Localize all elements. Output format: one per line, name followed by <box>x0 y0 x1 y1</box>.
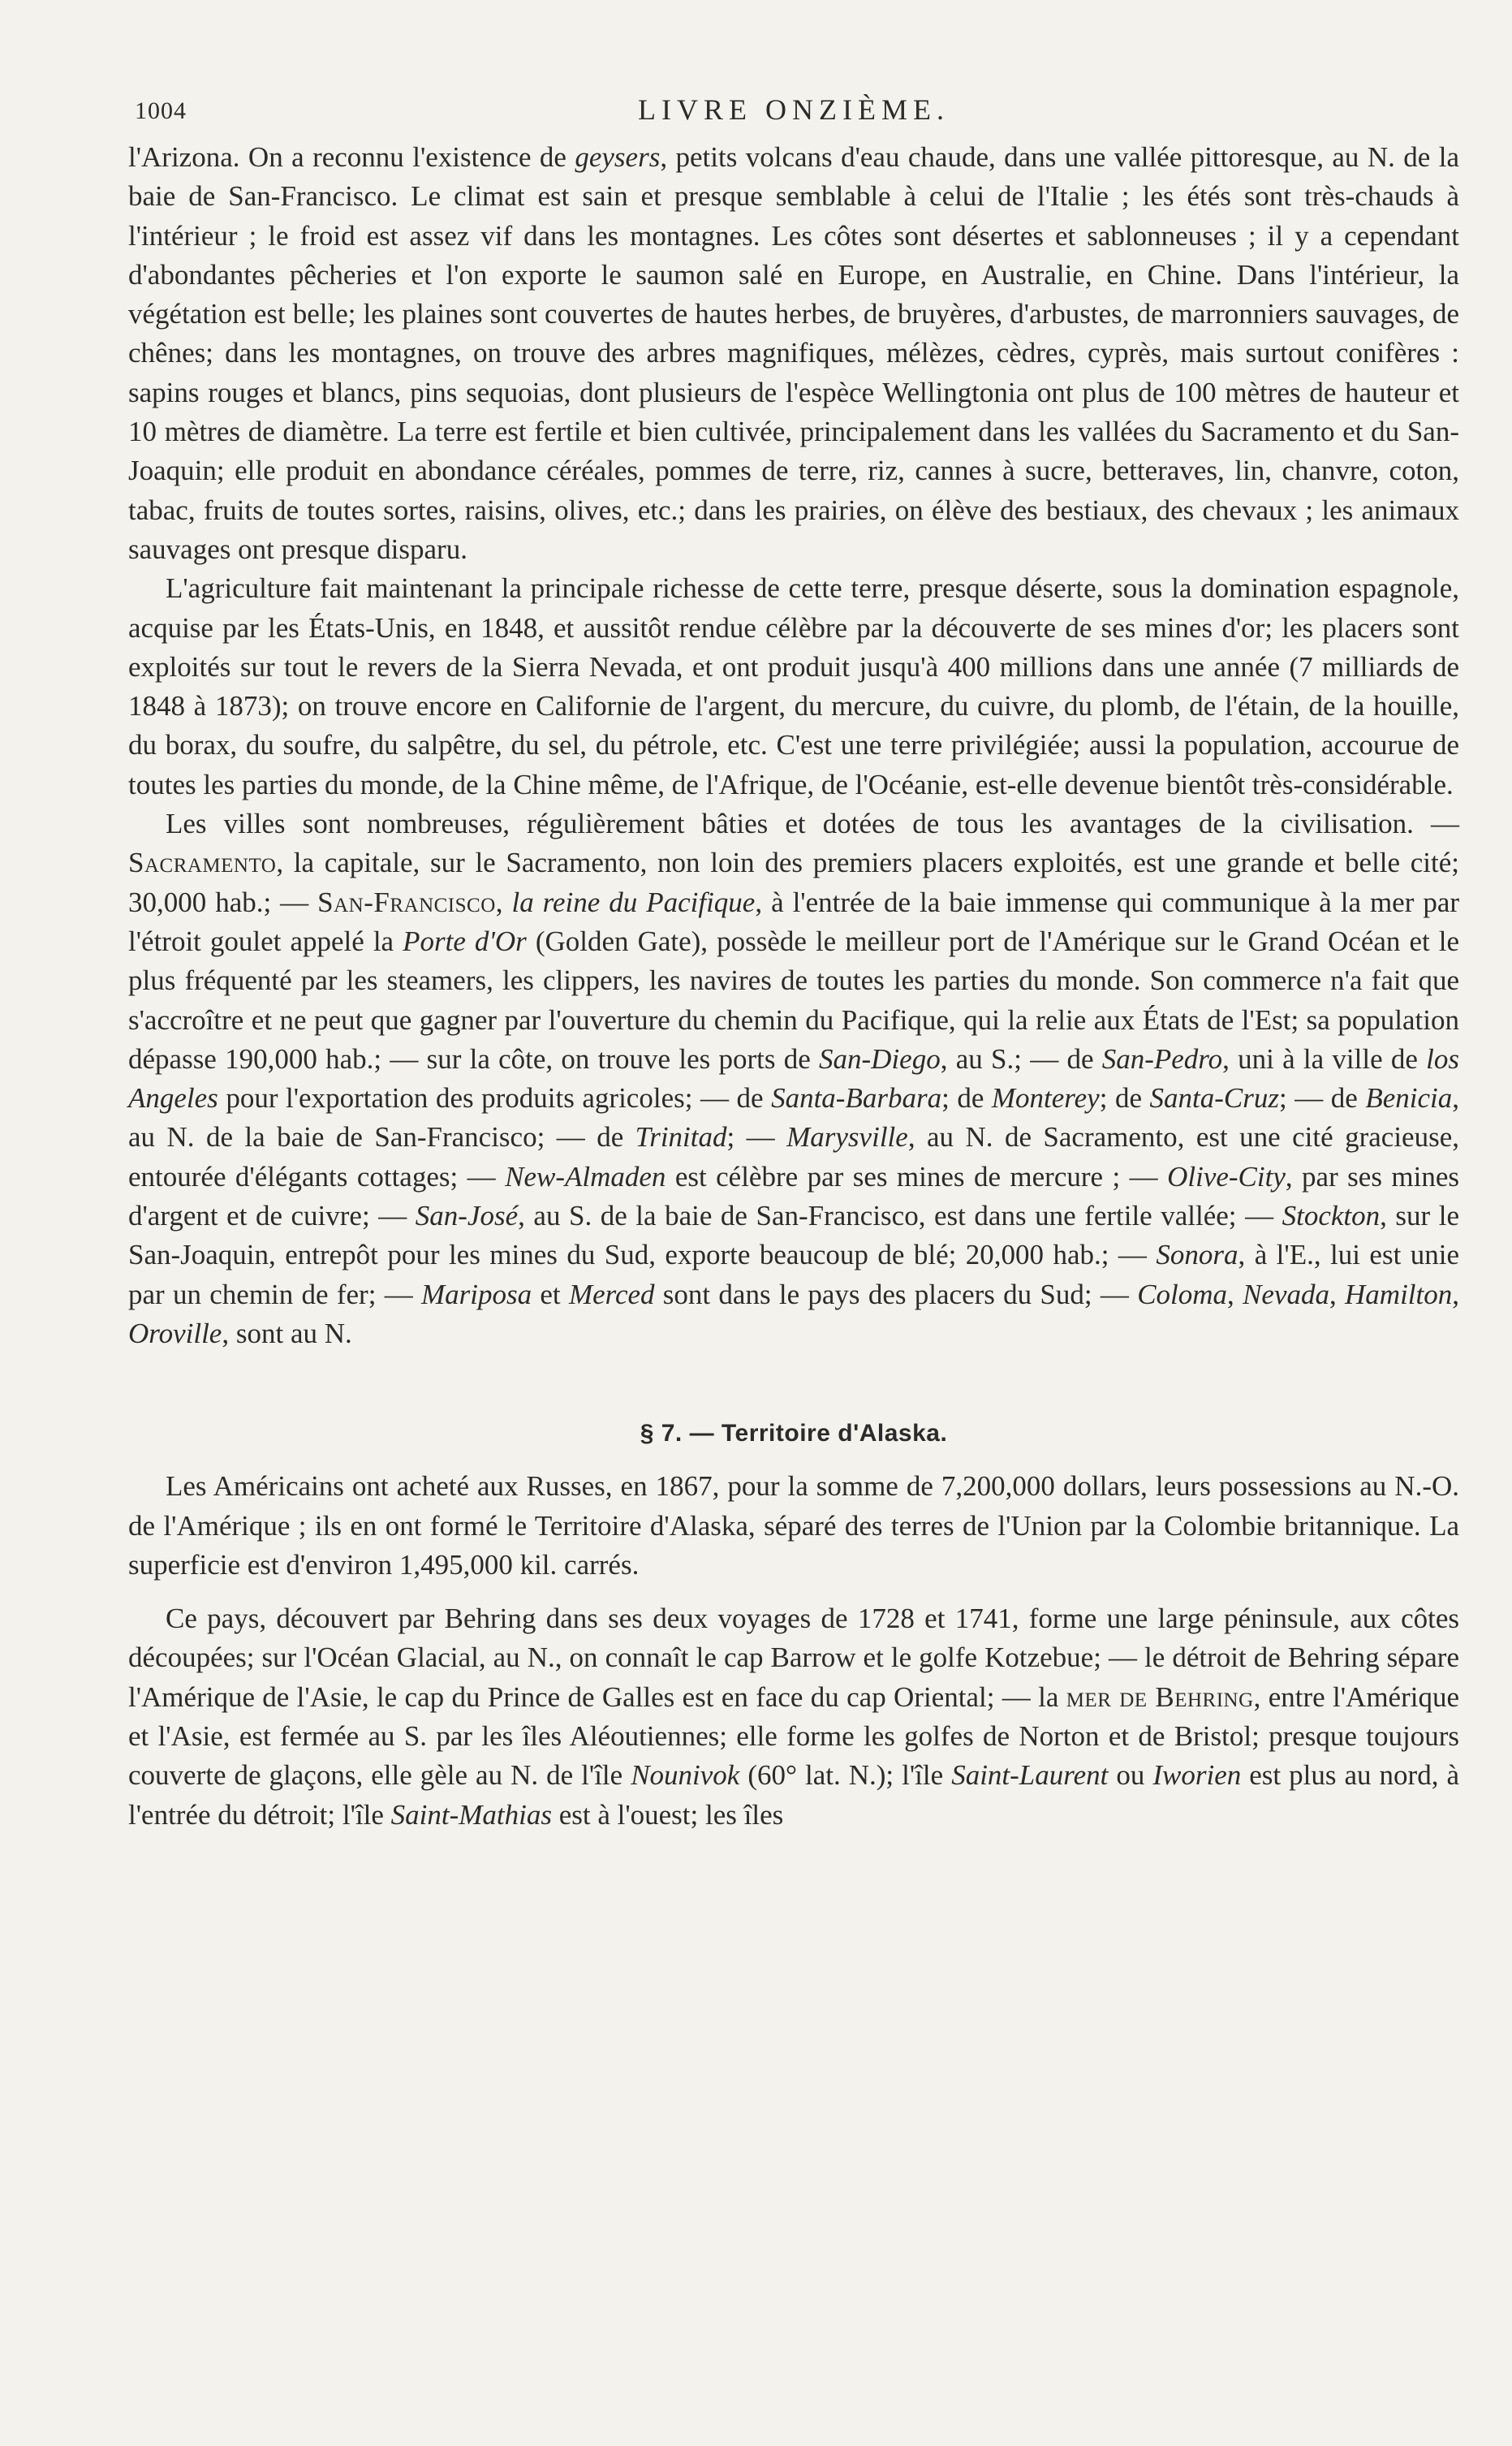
text-run: l'Arizona. On a reconnu l'existence de <box>128 141 575 173</box>
california-text <box>128 138 1459 1353</box>
city-name-smallcaps: Sacramento <box>128 847 277 879</box>
italic-place: New-Almaden <box>505 1160 666 1193</box>
paragraph-climate <box>128 138 1459 569</box>
text-run: , petits volcans d'eau chaude, dans une vallée pittoresque, au N. de la baie de San-Francisco. Le climat est sain et presque semblable à celui de l'Italie ; les étés sont très-chauds à l'intérieur ; le froid est assez vif dans les montagnes. Les côtes sont désertes et sablonneuses ; il y a cependant d'abondantes pêcheries et l'on exporte le saumon salé en Europe, en Australie, en Chine. Dans l'intérieur, la végétation est belle; les plaines sont couvertes de hautes herbes, de bruyères, d'arbustes, de marronniers sauvages, de chênes; dans les montagnes, on trouve des arbres magnifiques, mélèzes, cèdres, cyprès, mais surtout conifères : sapins rouges et blancs, pins sequoias, dont plusieurs de l'espèce Wellingtonia ont plus de 100 mètres de hauteur et 10 mètres de diamètre. La terre est fertile et bien cultivée, principalement dans les vallées du Sacramento et du San-Joaquin; elle produit en abondance céréales, pommes de terre, riz, cannes à sucre, betteraves, lin, chanvre, coton, tabac, fruits de toutes sortes, raisins, olives, etc.; dans les prairies, on élève des bestiaux, des chevaux ; les animaux sauvages ont presque disparu. <box>128 141 1459 565</box>
italic-place: Nevada <box>1243 1278 1329 1310</box>
italic-place: Iworien <box>1152 1759 1242 1792</box>
sea-name-smallcaps: mer de Behring <box>1066 1680 1254 1713</box>
italic-place: Benicia <box>1365 1082 1453 1115</box>
italic-term: la reine du Pacifique <box>511 886 756 918</box>
italic-place: Marysville <box>786 1121 908 1154</box>
italic-place: Trinitad <box>635 1121 727 1154</box>
paragraph-alaska-geography: Ce pays, découvert par Behring dans ses deux voyages de 1728 et 1741, forme une large péninsule, aux côtes découpées; sur l'Océan Glacial, au N., on connaît le cap Barrow et le golfe Kotzebue; — le détroit de Behring sépare l'Amérique de l'Asie, le cap du Prince de Galles est en face du cap Oriental; — la mer de Behring, entre l'Amérique et l'Asie, est fermée au S. par les îles Aléoutiennes; elle forme les golfes de Norton et de Bristol; presque toujours couverte de glaçons, elle gèle au N. de l'île Nounivok (60° lat. N.); l'île Saint-Laurent ou Iworien est plus au nord, à l'entrée du détroit; l'île Saint-Mathias est à l'ouest; les îles <box>128 1603 1460 1831</box>
italic-place: Santa-Cruz <box>1149 1082 1279 1115</box>
italic-place: Olive-City <box>1167 1160 1286 1193</box>
paragraph-agriculture: L'agriculture fait maintenant la principale richesse de cette terre, presque déserte, sous la domination espagnole, acquise par les États-Unis, en 1848, et aussitôt rendue célèbre par la découverte de ses mines d'or; les placers sont exploités sur tout le revers de la Sierra Nevada, et ont produit jusqu'à 400 millions dans une année (7 milliards de 1848 à 1873); on trouve encore en Californie de l'argent, du mercure, du cuivre, du plomb, de l'étain, de la houille, du borax, du soufre, du salpêtre, du sel, du pétrole, etc. C'est une terre privilégiée; aussi la population, accourue de toutes les parties du monde, de la Chine même, de l'Afrique, de l'Océanie, est-elle devenue bientôt très-considérable. <box>128 572 1459 800</box>
italic-place: San-Diego <box>819 1042 941 1075</box>
italic-place: Santa-Barbara <box>771 1082 942 1115</box>
italic-term: geysers <box>575 141 661 173</box>
italic-place: Nounivok <box>631 1759 740 1792</box>
italic-place: Sonora <box>1156 1239 1238 1271</box>
city-name-smallcaps: San-Francisco <box>317 886 496 918</box>
page-number: 1004 <box>135 97 187 124</box>
italic-place: Monterey <box>991 1082 1100 1115</box>
italic-place: los Angeles <box>128 1042 1460 1115</box>
italic-place: Coloma <box>1137 1278 1228 1310</box>
italic-place: Oroville <box>128 1317 222 1349</box>
italic-place: San-Pedro <box>1101 1042 1223 1075</box>
italic-place: Stockton <box>1282 1200 1381 1232</box>
italic-place: San-José <box>415 1200 519 1232</box>
running-title: LIVRE ONZIÈME. <box>638 93 950 126</box>
section-heading-alaska: § 7. — Territoire d'Alaska. <box>640 1420 948 1447</box>
italic-place: Mariposa <box>420 1278 532 1310</box>
paragraph-alaska-purchase: Les Américains ont acheté aux Russes, en 1867, pour la somme de 7,200,000 dollars, leurs possessions au N.-O. de l'Amérique ; ils en ont formé le Territoire d'Alaska, séparé des terres de l'Union par la Colombie britannique. La superficie est d'environ 1,495,000 kil. carrés. <box>128 1470 1459 1581</box>
italic-place: Saint-Laurent <box>951 1759 1109 1792</box>
italic-place: Saint-Mathias <box>390 1798 552 1831</box>
italic-place: Merced <box>568 1278 655 1310</box>
alaska-text <box>128 1467 1459 1835</box>
italic-place: Hamilton <box>1345 1278 1453 1310</box>
paragraph-cities: Les villes sont nombreuses, régulièrement bâties et dotées de tous les avantages de la civilisation. — Sacramento, la capitale, sur le Sacramento, non loin des premiers placers exploités, est une grande et belle cité; 30,000 hab.; — San-Francisco, la reine du Pacifique, à l'entrée de la baie immense qui communique à la mer par l'étroit goulet appelé la Porte d'Or (Golden Gate), possède le meilleur port de l'Amérique sur le Grand Océan et le plus fréquenté par les steamers, les clippers, les navires de toutes les parties du monde. Son commerce n'a fait que s'accroître et ne peut que gagner par l'ouverture du chemin du Pacifique, qui la relie aux États de l'Est; sa population dépasse 190,000 hab.; — sur la côte, on trouve les ports de San-Diego, au S.; — de San-Pedro, uni à la ville de los Angeles pour l'exportation des produits agricoles; — de Santa-Barbara; de Monterey; de Santa-Cruz; — de Benicia, au N. de la baie de San-Francisco; — de Trinitad; — Marysville, au N. de Sacramento, est une cité gracieuse, entourée d'élégants cottages; — New-Almaden est célèbre par ses mines de mercure ; — Olive-City, par ses mines d'argent et de cuivre; — San-José, au S. de la baie de San-Francisco, est dans une fertile vallée; — Stockton, sur le San-Joaquin, entrepôt pour les mines du Sud, exporte beaucoup de blé; 20,000 hab.; — Sonora, à l'E., lui est unie par un chemin de fer; — Mariposa et Merced sont dans le pays des placers du Sud; — Coloma, Nevada, Hamilton, Oroville, sont au N. <box>128 808 1460 1349</box>
italic-term: Porte d'Or <box>403 925 527 957</box>
running-head <box>128 81 1459 138</box>
